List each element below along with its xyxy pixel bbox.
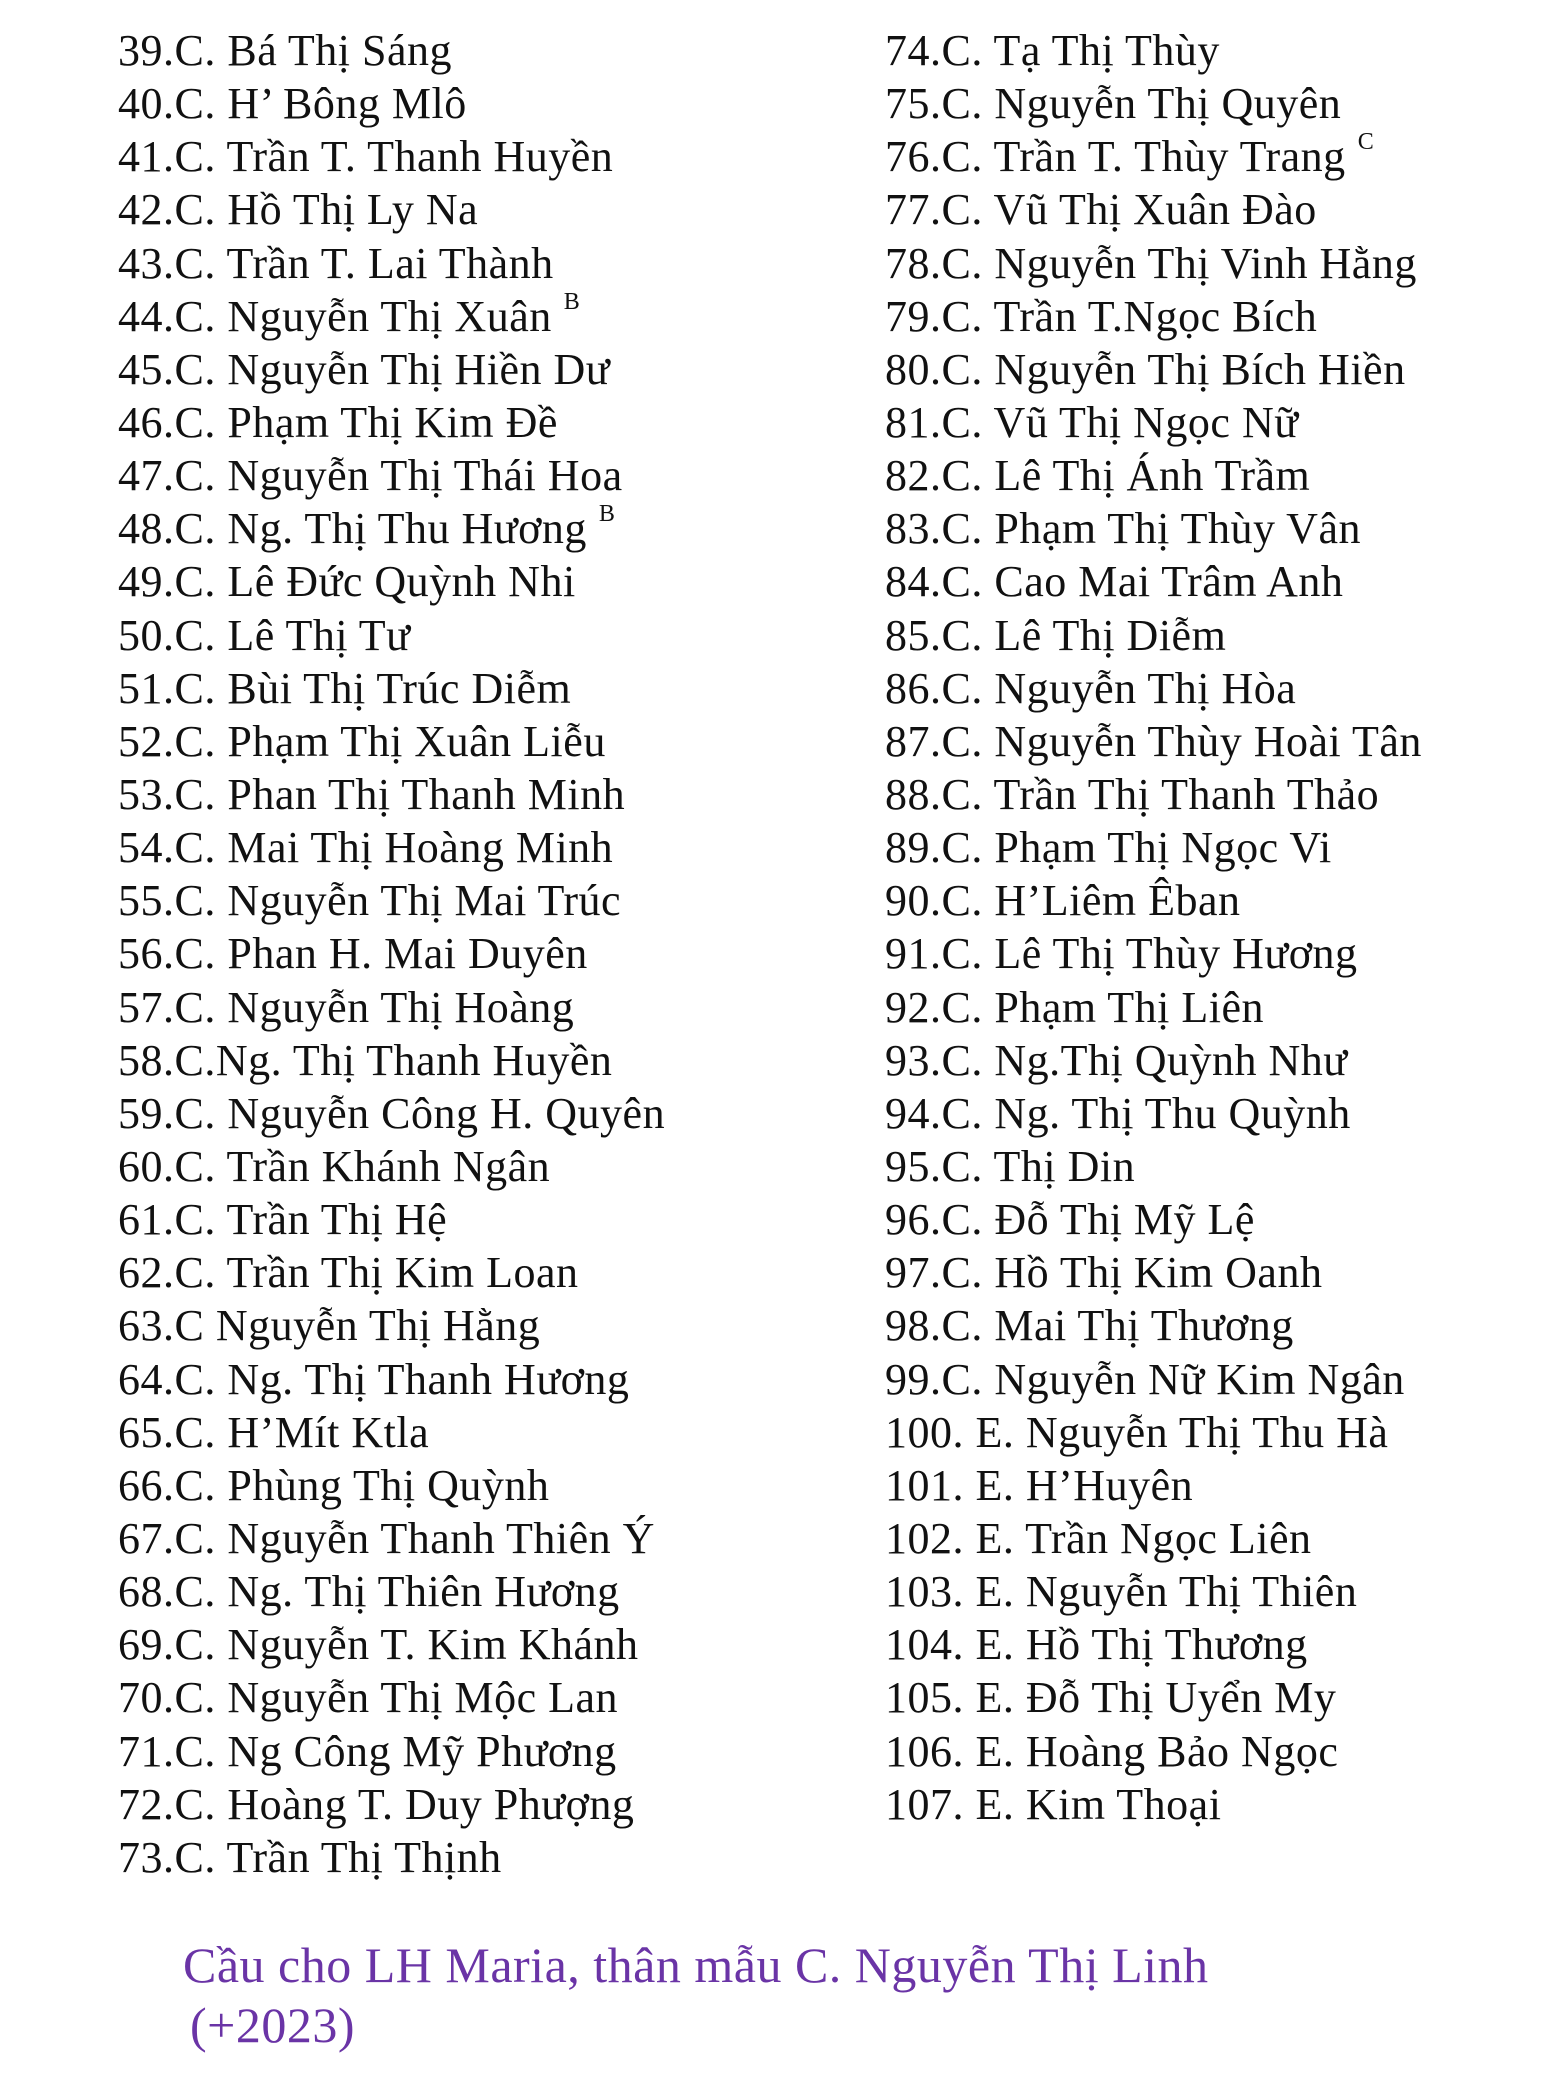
name-entry <box>885 1246 1565 1299</box>
name-entry-superscript: B <box>598 501 616 528</box>
name-entry <box>118 715 878 768</box>
name-entry <box>885 130 1565 183</box>
name-entry-superscript: C <box>1357 129 1375 156</box>
name-entry <box>885 874 1565 927</box>
name-entry-text: 59.C. Nguyễn Công H. Quyên <box>118 1088 666 1138</box>
name-entry-text: 44.C. Nguyễn Thị Xuân <box>118 291 552 341</box>
name-entry-text: 80.C. Nguyễn Thị Bích Hiền <box>885 344 1406 394</box>
name-entry <box>118 1671 878 1724</box>
name-entry-text: 91.C. Lê Thị Thùy Hương <box>885 929 1358 979</box>
name-entry <box>118 1193 878 1246</box>
name-entry-text: 103. E. Nguyễn Thị Thiên <box>885 1567 1358 1617</box>
name-entry <box>118 237 878 290</box>
name-entry-text: 51.C. Bùi Thị Trúc Diễm <box>118 663 572 713</box>
name-entry-text: 76.C. Trần T. Thùy Trang <box>885 132 1346 182</box>
name-entry <box>118 1618 878 1671</box>
name-entry-text: 68.C. Ng. Thị Thiên Hương <box>118 1567 620 1617</box>
name-entry-text: 107. E. Kim Thoại <box>885 1779 1222 1829</box>
name-entry-text: 92.C. Phạm Thị Liên <box>885 982 1265 1032</box>
name-entry-text: 75.C. Nguyễn Thị Quyên <box>885 79 1342 129</box>
name-entry-text: 70.C. Nguyễn Thị Mộc Lan <box>118 1673 619 1723</box>
name-entry <box>118 183 878 236</box>
name-entry-text: 48.C. Ng. Thị Thu Hương <box>118 504 587 554</box>
name-entry-text: 96.C. Đỗ Thị Mỹ Lệ <box>885 1195 1255 1245</box>
name-entry <box>118 1034 878 1087</box>
name-entry <box>885 77 1565 130</box>
name-entry <box>885 1725 1565 1778</box>
name-entry-text: 71.C. Ng Công Mỹ Phương <box>118 1726 617 1776</box>
name-entry-text: 77.C. Vũ Thị Xuân Đào <box>885 185 1317 235</box>
name-entry-text: 95.C. Thị Din <box>885 1141 1136 1191</box>
name-entry-text: 84.C. Cao Mai Trâm Anh <box>885 557 1344 607</box>
name-entry <box>118 1831 878 1884</box>
name-entry <box>118 502 878 555</box>
prayer-intention-year: (+2023) <box>190 1997 355 2053</box>
name-entry <box>118 1140 878 1193</box>
name-entry-text: 79.C. Trần T.Ngọc Bích <box>885 291 1318 341</box>
name-entry-text: 61.C. Trần Thị Hệ <box>118 1195 448 1245</box>
name-entry <box>118 343 878 396</box>
name-entry <box>118 1406 878 1459</box>
name-entry-text: 67.C. Nguyễn Thanh Thiên Ý <box>118 1513 655 1563</box>
name-entry <box>118 396 878 449</box>
name-entry <box>118 555 878 608</box>
name-entry-text: 83.C. Phạm Thị Thùy Vân <box>885 504 1361 554</box>
name-entry <box>885 502 1565 555</box>
name-entry <box>118 449 878 502</box>
name-entry-text: 63.C Nguyễn Thị Hằng <box>118 1301 541 1351</box>
name-entry-text: 74.C. Tạ Thị Thùy <box>885 26 1220 75</box>
name-entry <box>885 715 1565 768</box>
name-entry-text: 69.C. Nguyễn T. Kim Khánh <box>118 1620 639 1670</box>
name-entry <box>118 1353 878 1406</box>
name-entry <box>885 1565 1565 1618</box>
name-entry <box>118 981 878 1034</box>
name-entry <box>118 662 878 715</box>
name-entry <box>885 768 1565 821</box>
name-entry-text: 88.C. Trần Thị Thanh Thảo <box>885 769 1380 819</box>
name-entry <box>885 1034 1565 1087</box>
name-entry <box>118 927 878 980</box>
name-entry-superscript: B <box>563 288 581 315</box>
name-entry <box>118 77 878 130</box>
name-entry <box>885 449 1565 502</box>
name-entry <box>885 555 1565 608</box>
name-entry-text: 42.C. Hồ Thị Ly Na <box>118 185 479 235</box>
name-entry-text: 55.C. Nguyễn Thị Mai Trúc <box>118 876 622 926</box>
name-entry-text: 50.C. Lê Thị Tư <box>118 610 411 660</box>
prayer-intention <box>183 1935 1209 2055</box>
name-entry <box>885 237 1565 290</box>
name-entry <box>118 1778 878 1831</box>
name-entry <box>885 1353 1565 1406</box>
name-entry-text: 97.C. Hồ Thị Kim Oanh <box>885 1248 1323 1298</box>
name-entry <box>885 1671 1565 1724</box>
name-entry-text: 106. E. Hoàng Bảo Ngọc <box>885 1726 1339 1776</box>
name-entry <box>885 183 1565 236</box>
name-entry-text: 101. E. H’Huyên <box>885 1460 1194 1510</box>
name-entry <box>885 1778 1565 1831</box>
name-entry-text: 102. E. Trần Ngọc Liên <box>885 1513 1312 1563</box>
name-entry <box>885 1087 1565 1140</box>
name-entry <box>885 396 1565 449</box>
name-entry-text: 43.C. Trần T. Lai Thành <box>118 238 554 288</box>
name-entry-text: 85.C. Lê Thị Diễm <box>885 610 1227 660</box>
name-list-right <box>885 24 1565 1831</box>
name-entry <box>885 1618 1565 1671</box>
name-entry-text: 82.C. Lê Thị Ánh Trầm <box>885 451 1311 501</box>
name-entry-text: 86.C. Nguyễn Thị Hòa <box>885 663 1297 713</box>
name-entry-text: 87.C. Nguyễn Thùy Hoài Tân <box>885 716 1422 766</box>
name-entry-text: 78.C. Nguyễn Thị Vinh Hằng <box>885 238 1417 288</box>
name-entry-text: 65.C. H’Mít Ktla <box>118 1407 430 1457</box>
name-entry-text: 81.C. Vũ Thị Ngọc Nữ <box>885 397 1299 447</box>
name-entry <box>885 24 1565 77</box>
name-entry <box>118 768 878 821</box>
name-entry <box>885 609 1565 662</box>
name-entry-text: 93.C. Ng.Thị Quỳnh Như <box>885 1035 1348 1085</box>
name-entry <box>118 1512 878 1565</box>
name-entry <box>118 24 878 77</box>
name-entry-text: 99.C. Nguyễn Nữ Kim Ngân <box>885 1354 1405 1404</box>
name-entry-text: 40.C. H’ Bông Mlô <box>118 79 467 129</box>
name-entry <box>885 1512 1565 1565</box>
name-entry <box>885 1193 1565 1246</box>
name-entry-text: 98.C. Mai Thị Thương <box>885 1301 1294 1351</box>
name-entry <box>118 1087 878 1140</box>
name-entry <box>118 874 878 927</box>
name-entry-text: 90.C. H’Liêm Êban <box>885 876 1241 926</box>
name-entry-text: 73.C. Trần Thị Thịnh <box>118 1832 502 1882</box>
name-entry <box>885 343 1565 396</box>
name-entry <box>118 130 878 183</box>
prayer-intention-line1: Cầu cho LH Maria, thân mẫu C. Nguyễn Thị Linh <box>183 1937 1209 1993</box>
name-list-left <box>118 24 878 1884</box>
name-entry-text: 46.C. Phạm Thị Kim Đề <box>118 397 558 447</box>
name-entry-text: 53.C. Phan Thị Thanh Minh <box>118 769 626 819</box>
name-entry-text: 89.C. Phạm Thị Ngọc Vi <box>885 823 1332 873</box>
name-entry-text: 57.C. Nguyễn Thị Hoàng <box>118 982 575 1032</box>
name-entry <box>885 1299 1565 1352</box>
name-entry-text: 52.C. Phạm Thị Xuân Liễu <box>118 716 606 766</box>
name-entry <box>118 821 878 874</box>
name-entry-text: 49.C. Lê Đức Quỳnh Nhi <box>118 557 576 607</box>
name-entry <box>118 1246 878 1299</box>
name-entry-text: 39.C. Bá Thị Sáng <box>118 26 453 75</box>
name-entry <box>118 290 878 343</box>
name-entry-text: 64.C. Ng. Thị Thanh Hương <box>118 1354 630 1404</box>
name-entry <box>118 609 878 662</box>
name-entry <box>885 1406 1565 1459</box>
name-entry-text: 62.C. Trần Thị Kim Loan <box>118 1248 579 1298</box>
name-entry-text: 54.C. Mai Thị Hoàng Minh <box>118 823 614 873</box>
name-entry <box>885 981 1565 1034</box>
name-entry <box>885 1459 1565 1512</box>
name-entry-text: 47.C. Nguyễn Thị Thái Hoa <box>118 451 623 501</box>
name-entry-text: 45.C. Nguyễn Thị Hiền Dư <box>118 344 611 394</box>
name-entry <box>118 1725 878 1778</box>
name-entry-text: 94.C. Ng. Thị Thu Quỳnh <box>885 1088 1351 1138</box>
name-entry-text: 100. E. Nguyễn Thị Thu Hà <box>885 1407 1389 1457</box>
name-entry <box>118 1299 878 1352</box>
name-entry-text: 41.C. Trần T. Thanh Huyền <box>118 132 614 182</box>
name-entry <box>885 821 1565 874</box>
name-entry <box>885 1140 1565 1193</box>
name-entry-text: 58.C.Ng. Thị Thanh Huyền <box>118 1035 613 1085</box>
name-entry <box>118 1565 878 1618</box>
name-entry-text: 66.C. Phùng Thị Quỳnh <box>118 1460 550 1510</box>
name-entry <box>885 927 1565 980</box>
name-entry-text: 72.C. Hoàng T. Duy Phượng <box>118 1779 635 1829</box>
name-entry-text: 56.C. Phan H. Mai Duyên <box>118 929 588 979</box>
name-entry <box>118 1459 878 1512</box>
name-entry <box>885 290 1565 343</box>
name-entry-text: 60.C. Trần Khánh Ngân <box>118 1141 551 1191</box>
name-entry-text: 104. E. Hồ Thị Thương <box>885 1620 1308 1670</box>
name-entry-text: 105. E. Đỗ Thị Uyển My <box>885 1673 1337 1723</box>
name-entry <box>885 662 1565 715</box>
